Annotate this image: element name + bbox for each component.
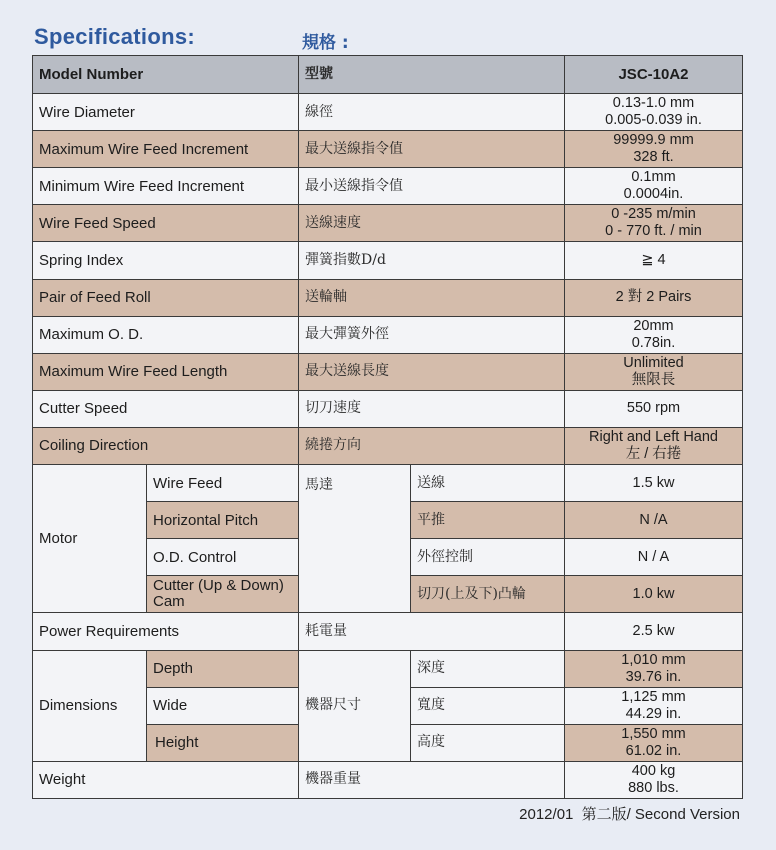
dimensions-value: 1,550 mm 61.02 in. xyxy=(565,724,743,761)
page-title: Specifications: xyxy=(34,24,195,49)
row-label: Wire Diameter xyxy=(33,94,299,131)
row-label: Cutter Speed xyxy=(33,390,299,427)
row-label: Spring Index xyxy=(33,242,299,279)
header-label-chinese: 型號 xyxy=(299,56,565,94)
row-value: 0 -235 m/min 0 - 770 ft. / min xyxy=(565,205,743,242)
model-number-value: JSC-10A2 xyxy=(565,56,743,94)
motor-sub-label-chinese: 送線 xyxy=(411,465,565,502)
edition-chinese: 第二版 xyxy=(581,806,627,823)
table-header-row xyxy=(33,56,743,94)
row-value: 20mm 0.78in. xyxy=(565,316,743,353)
row-label-chinese: 繞捲方向 xyxy=(299,427,565,464)
row-label-chinese: 耗電量 xyxy=(299,613,565,650)
motor-value: N / A xyxy=(565,539,743,576)
dimensions-sub-label: Wide xyxy=(147,687,299,724)
dimensions-value: 1,125 mm 44.29 in. xyxy=(565,687,743,724)
table-row xyxy=(33,131,743,168)
table-row xyxy=(33,168,743,205)
motor-sub-label-chinese: 外徑控制 xyxy=(411,539,565,576)
header-label: Model Number xyxy=(33,56,299,94)
row-label: Power Requirements xyxy=(33,613,299,650)
row-value: 2.5 kw xyxy=(565,613,743,650)
row-label-chinese: 機器重量 xyxy=(299,761,565,798)
row-label: Weight xyxy=(33,761,299,798)
page-title-chinese: 規格 : xyxy=(302,33,349,53)
table-row xyxy=(33,279,743,316)
row-label-chinese: 彈簧指數D/d xyxy=(299,242,565,279)
row-label: Coiling Direction xyxy=(33,427,299,464)
row-value: 2 對 2 Pairs xyxy=(565,279,743,316)
row-label-chinese: 最小送線指令值 xyxy=(299,168,565,205)
motor-label: Motor xyxy=(33,465,147,613)
dimensions-sub-label: Height xyxy=(147,724,299,761)
row-value: Unlimited 無限長 xyxy=(565,353,743,390)
dimensions-sub-label-chinese: 深度 xyxy=(411,650,565,687)
row-value: ≧ 4 xyxy=(565,242,743,279)
dimensions-label-chinese: 機器尺寸 xyxy=(299,650,411,761)
row-value: 0.13-1.0 mm 0.005-0.039 in. xyxy=(565,94,743,131)
motor-value: N /A xyxy=(565,502,743,539)
motor-row xyxy=(33,465,743,502)
motor-value: 1.5 kw xyxy=(565,465,743,502)
dimensions-value: 1,010 mm 39.76 in. xyxy=(565,650,743,687)
table-row xyxy=(33,242,743,279)
motor-value: 1.0 kw xyxy=(565,576,743,613)
row-value: 0.1mm 0.0004in. xyxy=(565,168,743,205)
specifications-table xyxy=(32,55,743,799)
row-label-chinese: 最大送線指令值 xyxy=(299,131,565,168)
row-label-chinese: 最大彈簧外徑 xyxy=(299,316,565,353)
motor-sub-label: Wire Feed xyxy=(147,465,299,502)
row-label-chinese: 切刀速度 xyxy=(299,390,565,427)
dimensions-label: Dimensions xyxy=(33,650,147,761)
motor-sub-label: Cutter (Up & Down) Cam xyxy=(147,576,299,613)
dimensions-row xyxy=(33,650,743,687)
edition-footer xyxy=(515,803,740,824)
row-label: Pair of Feed Roll xyxy=(33,279,299,316)
table-row xyxy=(33,205,743,242)
table-row xyxy=(33,353,743,390)
table-row xyxy=(33,761,743,798)
dimensions-sub-label-chinese: 高度 xyxy=(411,724,565,761)
row-label-chinese: 最大送線長度 xyxy=(299,353,565,390)
row-value: 99999.9 mm 328 ft. xyxy=(565,131,743,168)
row-label: Maximum Wire Feed Length xyxy=(33,353,299,390)
table-row xyxy=(33,427,743,464)
table-row xyxy=(33,613,743,650)
dimensions-sub-label: Depth xyxy=(147,650,299,687)
row-label: Wire Feed Speed xyxy=(33,205,299,242)
motor-sub-label-chinese: 平推 xyxy=(411,502,565,539)
table-row xyxy=(33,94,743,131)
row-label: Minimum Wire Feed Increment xyxy=(33,168,299,205)
motor-sub-label: Horizontal Pitch xyxy=(147,502,299,539)
row-label-chinese: 送輪軸 xyxy=(299,279,565,316)
row-label: Maximum O. D. xyxy=(33,316,299,353)
edition-date: 2012/01 xyxy=(519,806,574,823)
row-value: 550 rpm xyxy=(565,390,743,427)
row-value: Right and Left Hand 左 / 右捲 xyxy=(565,427,743,464)
row-value: 400 kg 880 lbs. xyxy=(565,761,743,798)
row-label: Maximum Wire Feed Increment xyxy=(33,131,299,168)
motor-sub-label: O.D. Control xyxy=(147,539,299,576)
table-row xyxy=(33,390,743,427)
motor-label-chinese: 馬達 xyxy=(299,465,411,613)
motor-sub-label-chinese: 切刀(上及下)凸輪 xyxy=(411,576,565,613)
row-label-chinese: 送線速度 xyxy=(299,205,565,242)
row-label-chinese: 線徑 xyxy=(299,94,565,131)
edition-english: / Second Version xyxy=(626,806,740,823)
dimensions-sub-label-chinese: 寬度 xyxy=(411,687,565,724)
table-row xyxy=(33,316,743,353)
